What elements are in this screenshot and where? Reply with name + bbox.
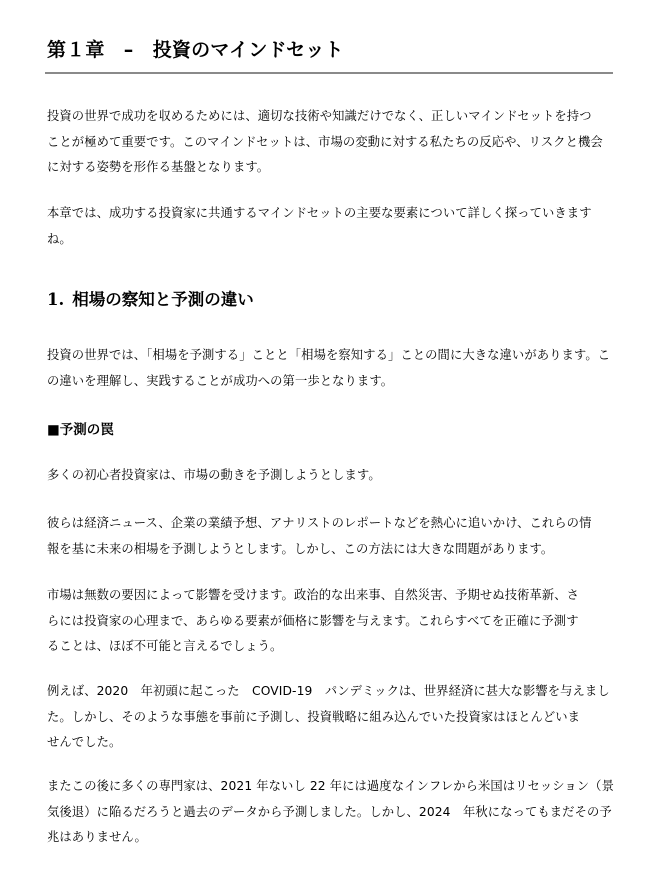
intro-paragraph-2 (47, 201, 617, 252)
subsection-paragraph-4 (47, 679, 617, 756)
text-line: 本章では、成功する投資家に共通するマインドセットの主要な要素について詳しく探っていきます (47, 206, 592, 220)
intro-paragraph-1 (47, 104, 617, 181)
subsection-paragraph-2 (47, 511, 617, 562)
subsection-paragraph-5 (47, 774, 617, 851)
text-line: の違いを理解し、実践することが成功への第一歩となります。 (47, 373, 394, 388)
text-line: 兆はありません。 (47, 830, 147, 845)
section-title: 相場の察知と予測の違い (72, 290, 254, 309)
text-line: ることは、ほぼ不可能と言えるでしょう。 (47, 639, 283, 654)
subsection-paragraph-1 (47, 463, 617, 489)
text-line: 例えば、2020 年初頭に起こった COVID-19 パンデミックは、世界経済に甚大な影響を与えまし (47, 684, 610, 698)
text-line: 気後退）に陥るだろうと過去のデータから予測しました。しかし、2024 年秋になってもまだその予 (47, 804, 612, 819)
text-line: に対する姿勢を形作る基盤となります。 (47, 160, 270, 175)
text-line: 投資の世界で成功を収めるためには、適切な技術や知識だけでなく、正しいマインドセットを持つ (47, 109, 592, 123)
section-paragraph-1 (47, 343, 617, 394)
text-line: ね。 (47, 231, 72, 246)
section-number: 1. (47, 290, 65, 309)
text-line: 多くの初心者投資家は、市場の動きを予測しようとします。 (47, 468, 381, 482)
text-line: 投資の世界では、「相場を予測する」ことと「相場を察知する」ことの間に大きな違いがあります。こ (47, 348, 611, 362)
text-line: ことが極めて重要です。このマインドセットは、市場の変動に対する私たちの反応や、リスクと機会 (47, 134, 603, 149)
text-line: またこの後に多くの専門家は、2021 年ないし 22 年には過度なインフレから米国はリセッション（景 (47, 779, 614, 793)
text-line: 市場は無数の要因によって影響を受けます。政治的な出来事、自然災害、予期せぬ技術革新、さ (47, 588, 580, 602)
text-line: せんでした。 (47, 735, 122, 750)
text-line: 報を基に未来の相場を予測しようとします。しかし、この方法には大きな問題があります。 (47, 541, 554, 556)
text-line: た。しかし、そのような事態を事前に予測し、投資戦略に組み込んでいた投資家はほとんどいま (47, 709, 581, 724)
chapter-title: 第１章 – 投資のマインドセット (47, 39, 344, 61)
text-line: 彼らは経済ニュース、企業の業績予想、アナリストのレポートなどを熱心に追いかけ、これらの情 (47, 516, 592, 530)
subsection-heading: ■予測の罠 (47, 422, 114, 438)
text-line: らには投資家の心理まで、あらゆる要素が価格に影響を与えます。これらすべてを正確に予測す (47, 613, 579, 628)
subsection-paragraph-3 (47, 583, 617, 660)
section-heading (47, 286, 254, 310)
title-divider (45, 72, 613, 74)
